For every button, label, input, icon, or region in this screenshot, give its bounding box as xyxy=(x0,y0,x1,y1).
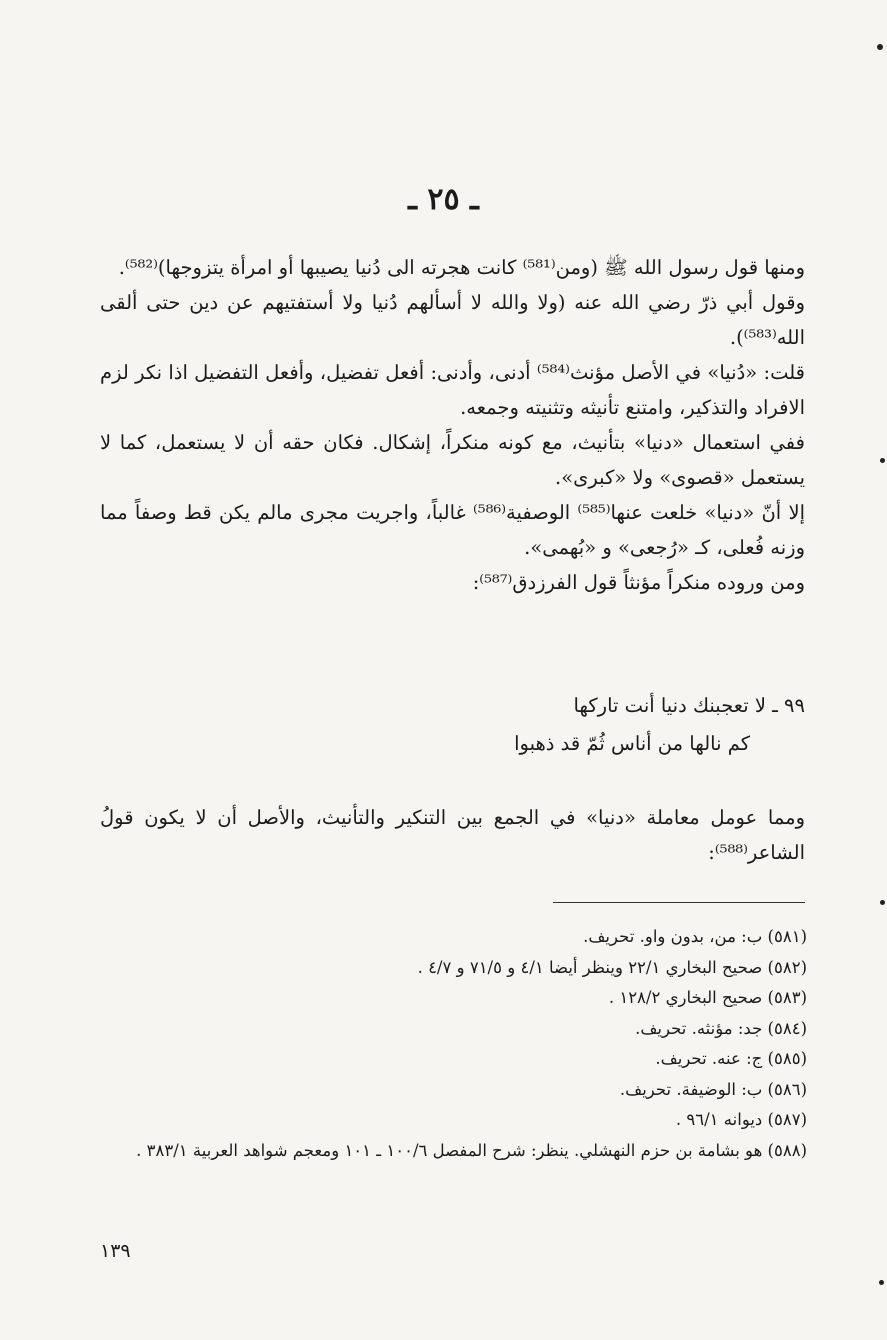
closing-text xyxy=(100,800,805,870)
footnote: (٥٨٤) جد: مؤنثه. تحريف. xyxy=(635,1018,807,1038)
footnote: (٥٨١) ب: من، بدون واو. تحريف. xyxy=(583,927,807,946)
footnote: (٥٨٥) ج: عنه. تحريف. xyxy=(655,1049,807,1068)
scan-mark xyxy=(880,900,885,905)
page-number: ١٣٩ xyxy=(100,1240,131,1262)
scan-mark xyxy=(880,458,885,463)
footnote: (٥٨٨) هو بشامة بن حزم النهشلي. ينظر: شرح المفصل ١٠٠/٦ ـ ١٠١ ومعجم شواهد العربية ٣٨٣/١ . xyxy=(136,1140,807,1160)
scan-mark xyxy=(879,1280,884,1285)
footnote: (٥٨٢) صحيح البخاري ٢٢/١ وينظر أيضا ٤/١ و ٧١/٥ و ٤/٧ . xyxy=(417,957,807,977)
main-text xyxy=(100,250,805,600)
paragraph: ومما عومل معاملة «دنيا» في الجمع بين التنكير والتأنيث، والأصل أن لا يكون قولُ الشاعر⁽⁵⁸⁸⁾: xyxy=(100,806,805,864)
verse-first-hemistich: ٩٩ ـ لا تعجبنك دنيا أنت تاركها xyxy=(573,694,805,717)
paragraph: ومنها قول رسول الله ﷺ (ومن⁽⁵⁸¹⁾ كانت هجرته الى دُنيا يصيبها أو امرأة يتزوجها)⁽⁵⁸²⁾. xyxy=(118,256,805,279)
paragraph: إلا أنّ «دنيا» خلعت عنها⁽⁵⁸⁵⁾ الوصفية⁽⁵⁸⁶⁾ غالباً، واجريت مجرى مالم يكن قط وصفاً مما وزنه فُعلى، كـ «رُجعى» و «بُهمى». xyxy=(100,501,805,559)
footnote: (٥٨٣) صحيح البخاري ١٢٨/٢ . xyxy=(608,988,807,1007)
footnote-separator xyxy=(553,902,805,903)
paragraph: قلت: «دُنيا» في الأصل مؤنث⁽⁵⁸⁴⁾ أدنى، وأدنى: أفعل تفضيل، وأفعل التفضيل اذا نكر لزم الافراد والتذكير، وامتنع تأنيثه وتثنيته وجمعه. xyxy=(100,361,805,419)
scan-mark xyxy=(877,44,883,50)
footnote: (٥٨٧) ديوانه ٩٦/١ . xyxy=(675,1110,807,1129)
paragraph: ففي استعمال «دنيا» بتأنيث، مع كونه منكراً، إشكال. فكان حقه أن لا يستعمل، كما لا يستعمل «قصوى» ولا «كبرى». xyxy=(100,431,805,489)
verse-second-hemistich: كم نالها من أناس ثُمّ قد ذهبوا xyxy=(514,732,750,755)
footnotes xyxy=(100,922,807,1166)
paragraph: ومن وروده منكراً مؤنثاً قول الفرزدق⁽⁵⁸⁷⁾: xyxy=(472,571,805,594)
footnote: (٥٨٦) ب: الوضيفة. تحريف. xyxy=(619,1079,807,1099)
paragraph: وقول أبي ذرّ رضي الله عنه (ولا والله لا أسألهم دُنيا ولا أستفتيهم عن دين حتى ألقى الله⁽⁵⁸³⁾). xyxy=(100,291,805,349)
section-number-heading: ـ ٢٥ ـ xyxy=(408,182,479,217)
